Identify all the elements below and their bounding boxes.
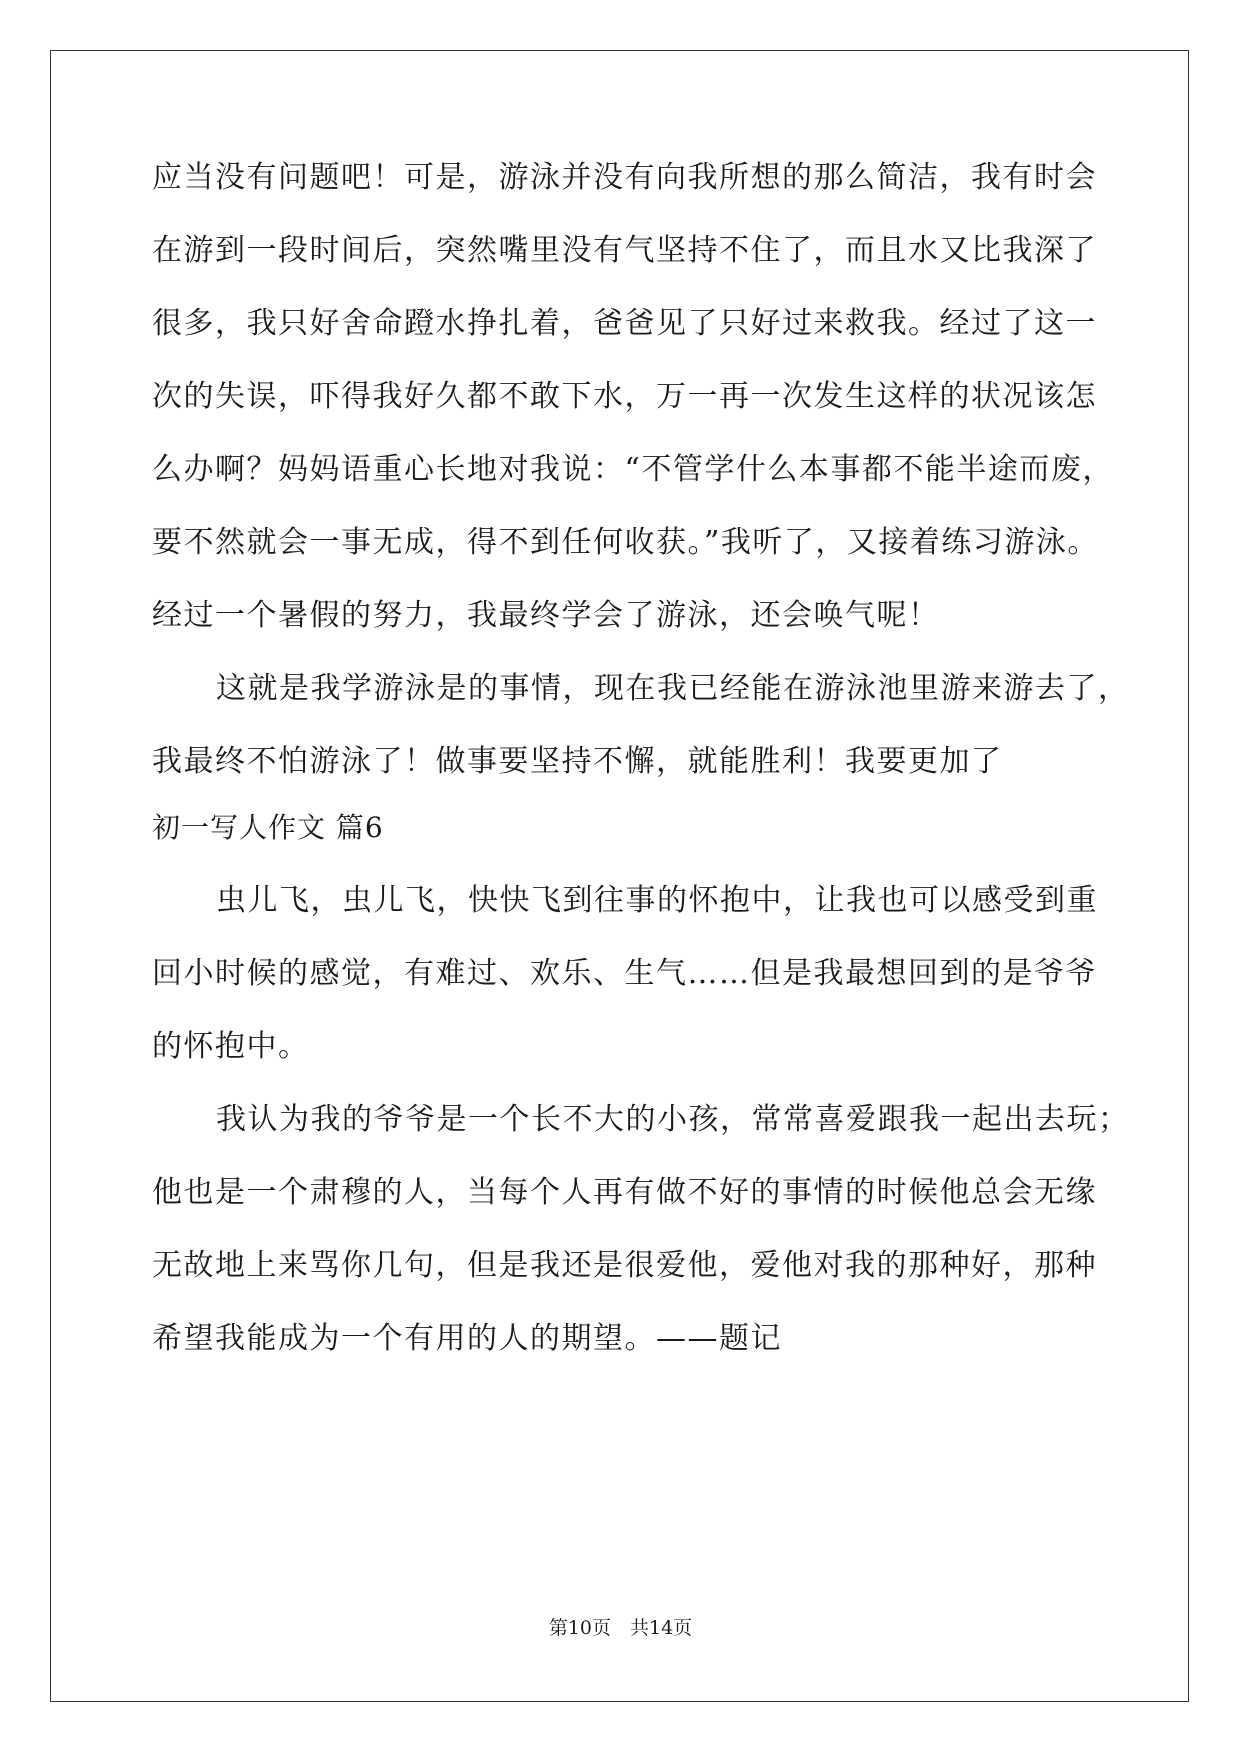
text-line: 我最终不怕游泳了！做事要坚持不懈，就能胜利！我要更加了 xyxy=(152,744,1003,779)
text-line: 要不然就会一事无成，得不到任何收获。”我听了，又接着练习游泳。 xyxy=(152,525,1099,560)
text-line: 希望我能成为一个有用的人的期望。——题记 xyxy=(152,1321,782,1356)
text-line: 应当没有问题吧！可是，游泳并没有向我所想的那么简洁，我有时会 xyxy=(152,160,1097,195)
text-line: 次的失误，吓得我好久都不敢下水，万一再一次发生这样的状况该怎 xyxy=(152,379,1097,414)
section-heading: 初一写人作文 篇6 xyxy=(152,811,384,844)
text-line: 很多，我只好舍命蹬水挣扎着，爸爸见了只好过来救我。经过了这一 xyxy=(152,306,1097,341)
text-line: 在游到一段时间后，突然嘴里没有气坚持不住了，而且水又比我深了 xyxy=(152,233,1097,268)
paragraph-start-line: 我认为我的爷爷是一个长不大的小孩，常常喜爱跟我一起出去玩； xyxy=(216,1102,1130,1137)
text-line: 经过一个暑假的努力，我最终学会了游泳，还会唤气呢！ xyxy=(152,598,940,633)
paragraph-start-line: 这就是我学游泳是的事情，现在我已经能在游泳池里游来游去了， xyxy=(216,671,1130,706)
text-line: 他也是一个肃穆的人，当每个人再有做不好的事情的时候他总会无缘 xyxy=(152,1175,1097,1210)
text-line: 无故地上来骂你几句，但是我还是很爱他，爱他对我的那种好，那种 xyxy=(152,1248,1097,1283)
paragraph-start-line: 虫儿飞，虫儿飞，快快飞到往事的怀抱中，让我也可以感受到重 xyxy=(216,883,1098,918)
text-line: 么办啊？妈妈语重心长地对我说：“不管学什么本事都不能半途而废， xyxy=(152,452,1114,487)
page-number: 第10页 共14页 xyxy=(548,1617,693,1639)
page-border xyxy=(50,50,1189,1702)
text-line: 回小时候的感觉，有难过、欢乐、生气……但是我最想回到的是爷爷 xyxy=(152,956,1097,991)
text-line: 的怀抱中。 xyxy=(152,1029,310,1064)
